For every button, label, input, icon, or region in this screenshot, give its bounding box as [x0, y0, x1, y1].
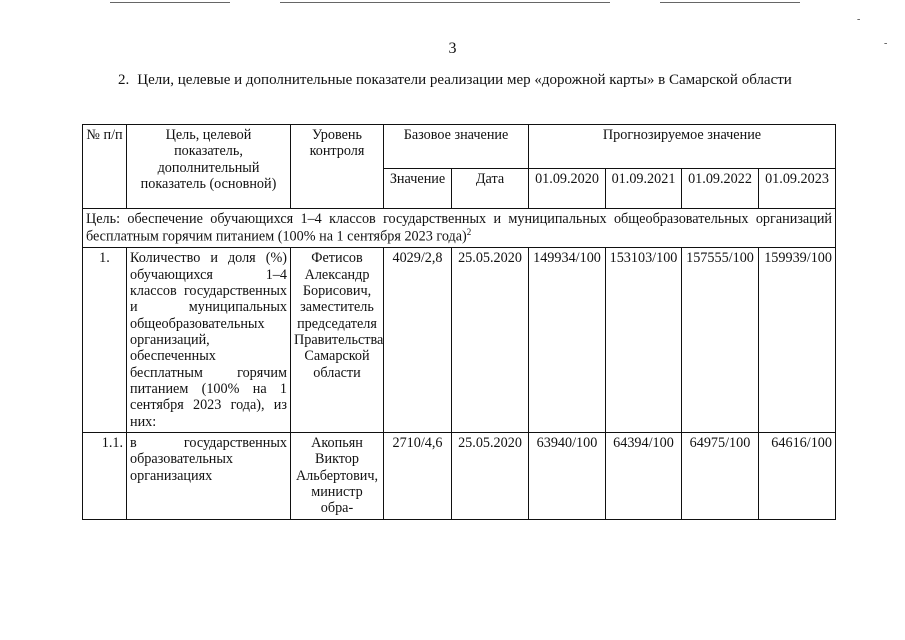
scan-speck: -: [857, 14, 861, 25]
goal-footnote: 2: [466, 227, 472, 238]
goal-cell: [83, 209, 836, 248]
row-name: в государственных образовательных организациях: [127, 433, 291, 520]
row-num: 1.: [83, 248, 127, 433]
header-num: № п/п: [83, 125, 127, 209]
row-name: Количество и доля (%) обучающихся 1–4 классов государственных и муниципальных общеобразовательных организаций, обеспеченных бесплатным горячим питанием (100% на 1 сентября 2023 года), из них:: [127, 248, 291, 433]
goal-row: [83, 209, 836, 248]
header-year: 01.09.2023: [759, 169, 836, 209]
section-title: Цели, целевые и дополнительные показатели реализации мер «дорожной карты» в Самарской области: [137, 72, 792, 88]
scan-speck: -: [884, 38, 888, 49]
scan-top-line-left: [110, 2, 230, 3]
section-number: 2.: [118, 72, 130, 88]
row-forecast-value: 157555/100: [682, 248, 759, 433]
row-forecast-value: 64975/100: [682, 433, 759, 520]
row-forecast-value: 159939/100: [759, 248, 836, 433]
row-control: Акопьян Виктор Альбертович, министр обра-: [291, 433, 384, 520]
table-row: [83, 248, 836, 433]
row-base-date: 25.05.2020: [452, 433, 529, 520]
scan-top-line-middle: [280, 2, 610, 3]
header-base: Базовое значение: [384, 125, 529, 169]
indicators-table: [82, 124, 836, 520]
goal-text: Цель: обеспечение обучающихся 1–4 классов государственных и муниципальных общеобразовательных организаций бесплатным горячим питанием (100% на 1 сентября 2023 года): [86, 211, 832, 246]
table-row: [83, 433, 836, 520]
header-year: 01.09.2022: [682, 169, 759, 209]
page-number: 3: [448, 40, 457, 57]
row-forecast-value: 64616/100: [759, 433, 836, 520]
header-year: 01.09.2021: [606, 169, 682, 209]
header-goal: Цель, целевой показатель, дополнительный показатель (основной): [127, 125, 291, 209]
header-value: Значение: [384, 169, 452, 209]
row-control: Фетисов Александр Борисович, заместитель председателя Правительства Самарской области: [291, 248, 384, 433]
row-num: 1.1.: [83, 433, 127, 520]
section-heading: [118, 72, 792, 89]
header-row-top: [83, 125, 836, 169]
scan-top-line-right: [660, 2, 800, 3]
row-base-value: 4029/2,8: [384, 248, 452, 433]
header-control: Уровень контроля: [291, 125, 384, 209]
row-forecast-value: 149934/100: [529, 248, 606, 433]
row-forecast-value: 153103/100: [606, 248, 682, 433]
row-base-value: 2710/4,6: [384, 433, 452, 520]
header-forecast: Прогнозируемое значение: [529, 125, 836, 169]
row-base-date: 25.05.2020: [452, 248, 529, 433]
header-year: 01.09.2020: [529, 169, 606, 209]
row-forecast-value: 64394/100: [606, 433, 682, 520]
header-date: Дата: [452, 169, 529, 209]
row-forecast-value: 63940/100: [529, 433, 606, 520]
